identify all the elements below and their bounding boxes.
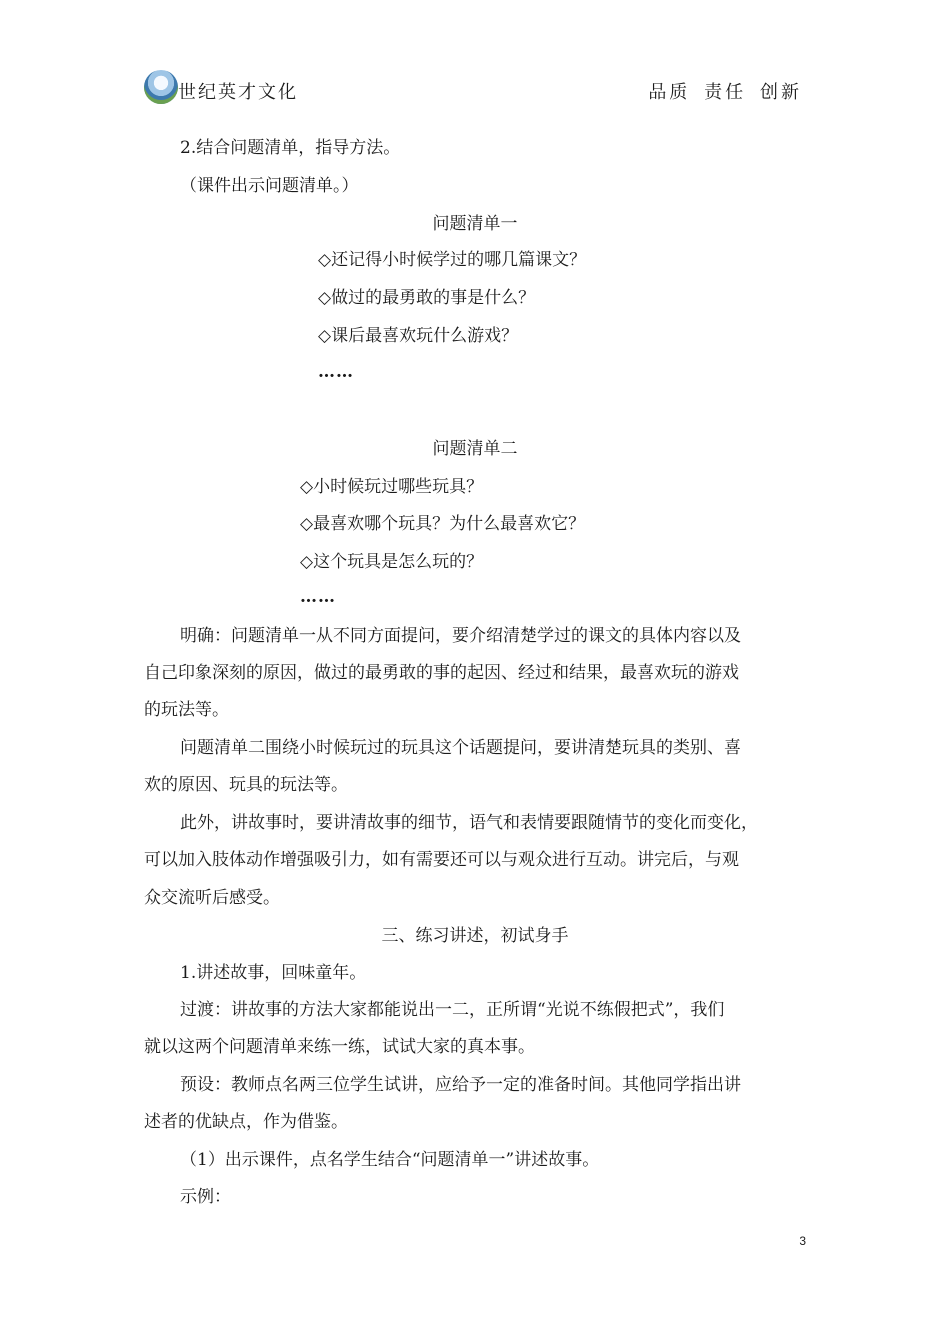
clarify-paragraph-line: 明确：问题清单一从不同方面提问，要介绍清楚学过的课文的具体内容以及 [180, 626, 741, 646]
page-header [144, 68, 806, 108]
preset-paragraph-line: 预设：教师点名两三位学生试讲，应给予一定的准备时间。其他同学指出讲 [180, 1075, 741, 1095]
list-2-explain-line: 问题清单二围绕小时候玩过的玩具这个话题提问，要讲清楚玩具的类别、喜 [180, 738, 741, 758]
besides-paragraph-line: 众交流听后感受。 [144, 888, 280, 908]
courseware-note: （课件出示问题清单。） [180, 176, 359, 196]
list-2-ellipsis: …… [300, 587, 336, 607]
sub-step-1: （1）出示课件，点名学生结合“问题清单一”讲述故事。 [180, 1150, 600, 1170]
besides-paragraph-line: 此外，讲故事时，要讲清故事的细节，语气和表情要跟随情节的变化而变化， [180, 813, 758, 833]
brand-name: 世纪英才文化 [178, 82, 298, 103]
list-1-ellipsis: …… [318, 362, 354, 382]
list-2-title: 问题清单二 [432, 439, 518, 459]
preset-paragraph-line: 述者的优缺点，作为借鉴。 [144, 1112, 348, 1132]
clarify-paragraph-line: 自己印象深刻的原因，做过的最勇敢的事的起因、经过和结果，最喜欢玩的游戏 [144, 663, 739, 683]
transition-paragraph-line: 过渡：讲故事的方法大家都能说出一二，正所谓“光说不练假把式”，我们 [180, 1000, 725, 1020]
page-number: 3 [799, 1234, 806, 1248]
header-slogan: 品质 责任 创新 [648, 82, 802, 103]
besides-paragraph-line: 可以加入肢体动作增强吸引力，如有需要还可以与观众进行互动。讲完后，与观 [144, 850, 739, 870]
globe-logo-icon [144, 70, 178, 104]
list-1-title: 问题清单一 [432, 214, 518, 234]
list-2-item: ◇这个玩具是怎么玩的？ [300, 552, 484, 572]
list-1-item: ◇还记得小时候学过的哪几篇课文？ [318, 250, 587, 270]
section-3-heading: 三、练习讲述，初试身手 [381, 926, 569, 946]
transition-paragraph-line: 就以这两个问题清单来练一练，试试大家的真本事。 [144, 1037, 535, 1057]
list-2-item: ◇最喜欢哪个玩具？为什么最喜欢它？ [300, 514, 586, 534]
list-2-explain-line: 欢的原因、玩具的玩法等。 [144, 775, 348, 795]
clarify-paragraph-line: 的玩法等。 [144, 700, 229, 720]
list-2-item: ◇小时候玩过哪些玩具？ [300, 477, 484, 497]
list-1-item: ◇做过的最勇敢的事是什么？ [318, 288, 536, 308]
example-label: 示例： [180, 1187, 231, 1207]
list-1-item: ◇课后最喜欢玩什么游戏？ [318, 326, 519, 346]
step-2-heading: 2.结合问题清单，指导方法。 [180, 138, 401, 158]
step-1-heading: 1.讲述故事，回味童年。 [180, 963, 367, 983]
